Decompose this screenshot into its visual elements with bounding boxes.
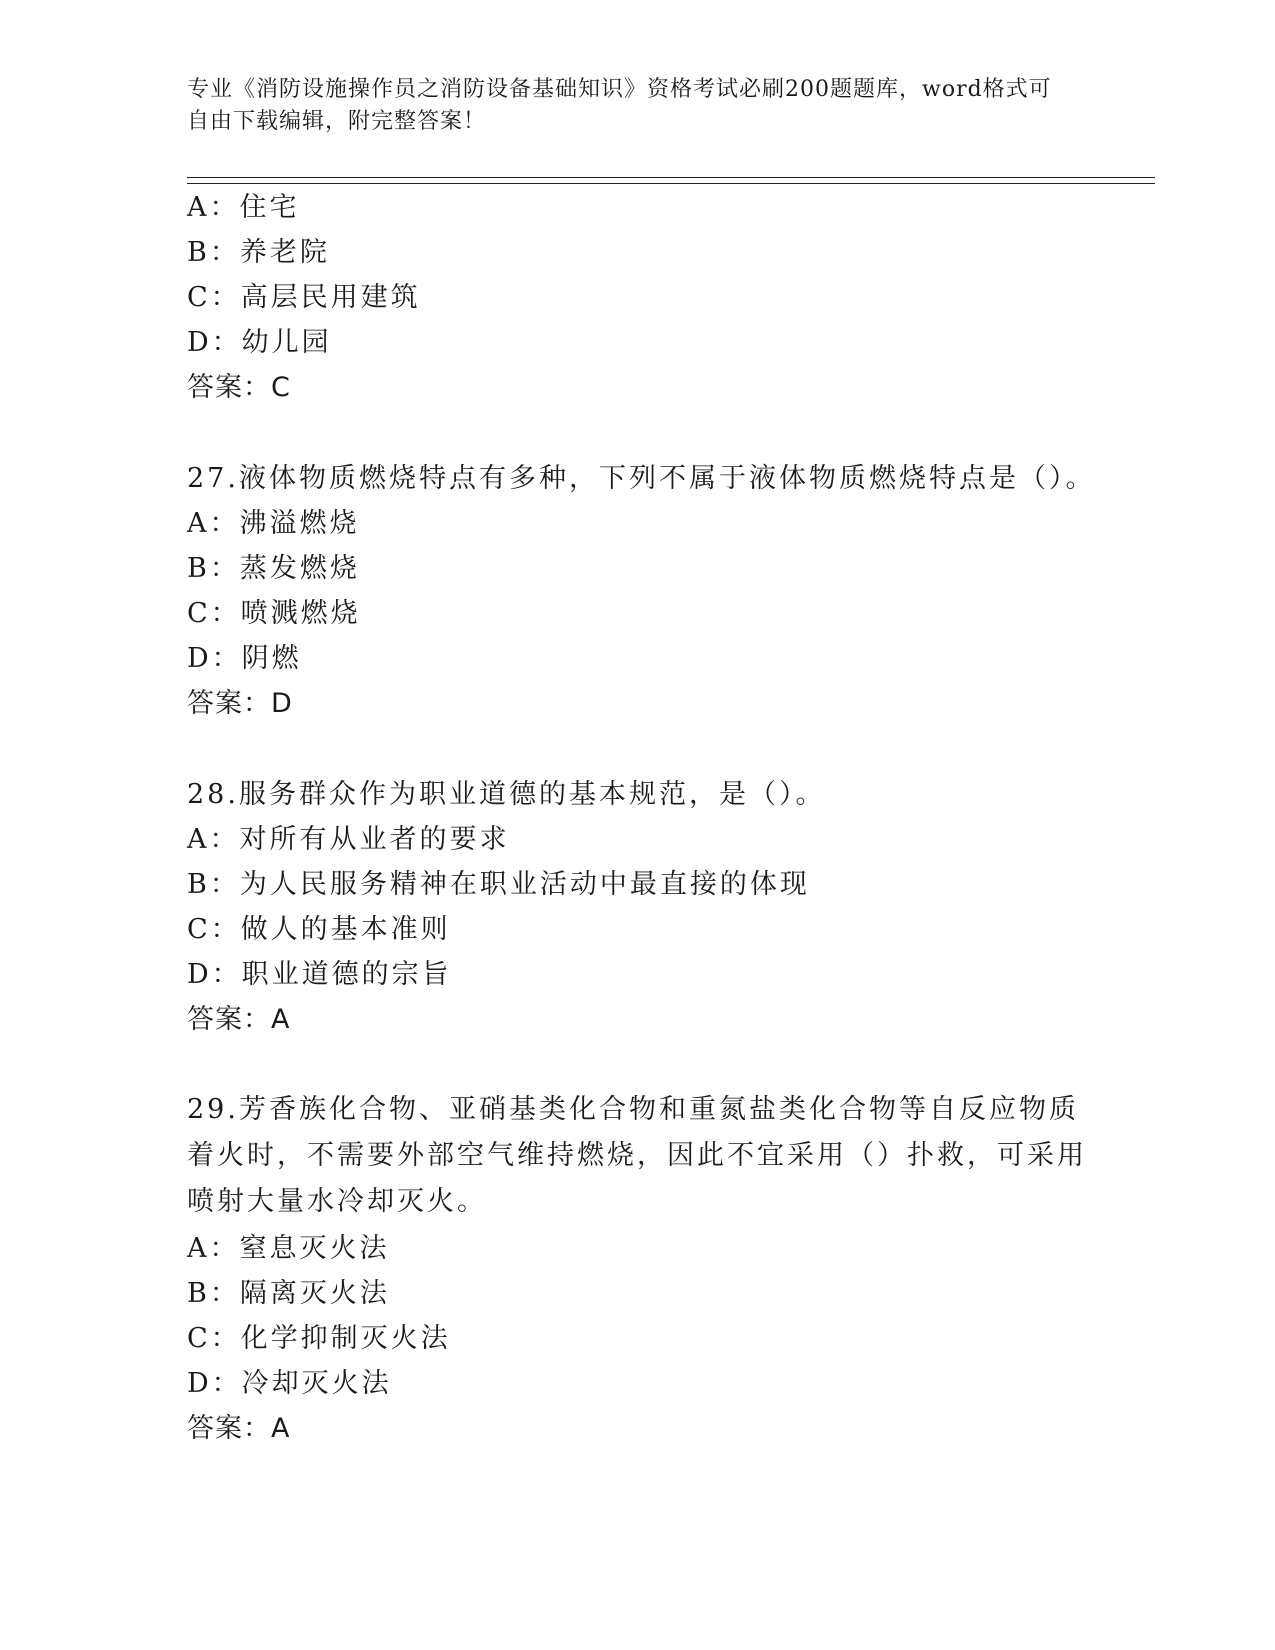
header-divider-top <box>187 177 1155 178</box>
q29-question: 29.芳香族化合物、亚硝基类化合物和重氮盐类化合物等自反应物质着火时，不需要外部空气维持燃烧，因此不宜采用（）扑救，可采用喷射大量水冷却灭火。 <box>187 1094 1087 1217</box>
q27-answer: 答案：D <box>187 688 293 719</box>
q29-option-d: D：冷却灭火法 <box>187 1368 392 1399</box>
q26-option-d: D：幼儿园 <box>187 327 332 358</box>
q28-option-a: A：对所有从业者的要求 <box>187 824 510 855</box>
q29-answer: 答案：A <box>187 1413 291 1444</box>
q28-option-b: B：为人民服务精神在职业活动中最直接的体现 <box>187 869 810 900</box>
q27-option-d: D：阴燃 <box>187 643 302 674</box>
q28-question: 28.服务群众作为职业道德的基本规范，是（）。 <box>187 779 826 810</box>
header-divider-bottom <box>187 183 1155 184</box>
document-header: 专业《消防设施操作员之消防设备基础知识》资格考试必刷200题题库，word格式可自由下载编辑，附完整答案！ <box>187 77 1052 134</box>
q29-option-a: A：窒息灭火法 <box>187 1233 390 1264</box>
q27-question: 27.液体物质燃烧特点有多种，下列不属于液体物质燃烧特点是（）。 <box>187 463 1096 494</box>
q27-option-b: B：蒸发燃烧 <box>187 553 360 584</box>
q28-option-d: D：职业道德的宗旨 <box>187 959 452 990</box>
q26-answer: 答案：C <box>187 372 291 403</box>
q27-option-c: C：喷溅燃烧 <box>187 598 361 629</box>
q28-option-c: C：做人的基本准则 <box>187 914 451 945</box>
q26-option-c: C：高层民用建筑 <box>187 282 421 313</box>
q26-option-b: B：养老院 <box>187 237 330 268</box>
q28-answer: 答案：A <box>187 1004 291 1035</box>
q29-option-c: C：化学抑制灭火法 <box>187 1323 451 1354</box>
q26-option-a: A：住宅 <box>187 192 300 223</box>
q29-option-b: B：隔离灭火法 <box>187 1278 390 1309</box>
q27-option-a: A：沸溢燃烧 <box>187 508 360 539</box>
